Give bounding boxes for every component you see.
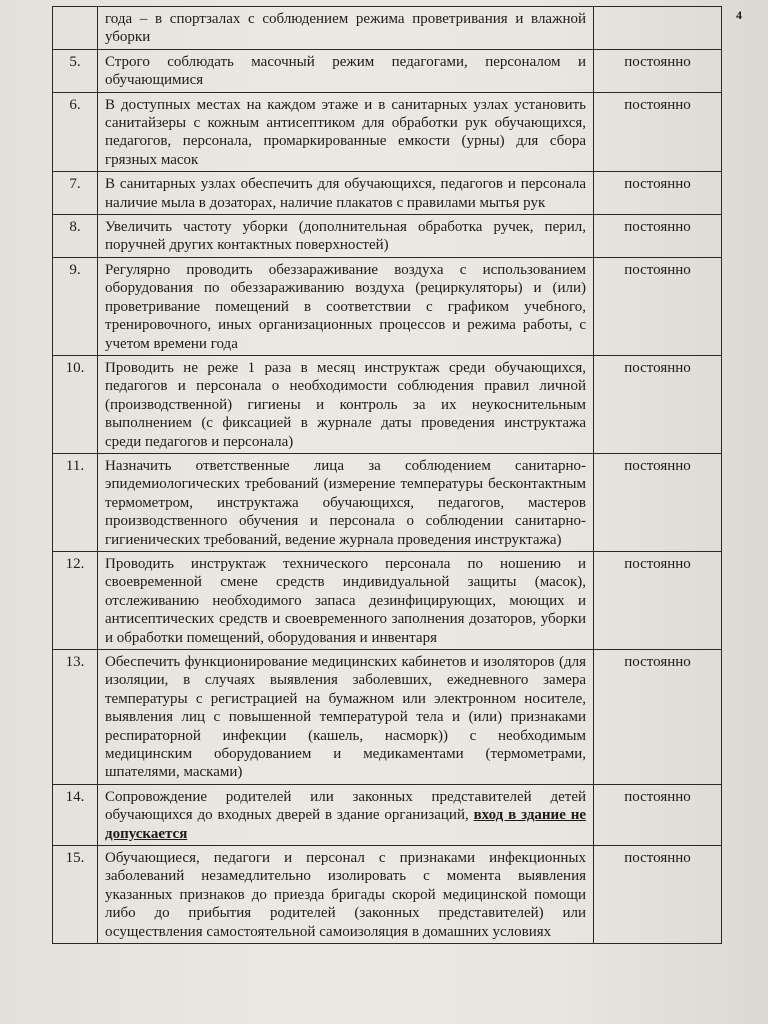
measures-table (52, 6, 722, 944)
row-number: 15. (53, 846, 98, 944)
row-number: 8. (53, 215, 98, 258)
table-row (53, 92, 722, 172)
row-term: постоянно (594, 846, 722, 944)
table-row (53, 257, 722, 355)
row-term: постоянно (594, 650, 722, 785)
table-row (53, 355, 722, 453)
row-text: Назначить ответственные лица за соблюдением санитарно-эпидемиологических требований (измерение температуры бесконтактным термометром, инструктажа обучающихся, педагогов, мастеров производственного обучения и персонала о соблюдении санитарно-гигиенических требований, ведение журнала проведения инструктажа) (98, 453, 594, 551)
row-number: 7. (53, 172, 98, 215)
row-term: постоянно (594, 49, 722, 92)
row-number: 13. (53, 650, 98, 785)
row-term: постоянно (594, 551, 722, 649)
table-row (53, 453, 722, 551)
row-text-emphasis: вход в здание не допускается (105, 807, 587, 842)
row-number: 5. (53, 49, 98, 92)
row-text: Увеличить частоту уборки (дополнительная обработка ручек, перил, поручней других контактных поверхностей) (98, 215, 594, 258)
row-number: 10. (53, 355, 98, 453)
row-term: постоянно (594, 784, 722, 845)
table-row (53, 49, 722, 92)
row-text: В санитарных узлах обеспечить для обучающихся, педагогов и персонала наличие мыла в дозаторах, наличие плакатов с правилами мытья рук (98, 172, 594, 215)
row-text: года – в спортзалах с соблюдением режима проветривания и влажной уборки (98, 7, 594, 50)
row-number: 12. (53, 551, 98, 649)
table-row (53, 784, 722, 845)
row-text: Обучающиеся, педагоги и персонал с признаками инфекционных заболеваний незамедлительно изолировать с момента выявления указанных признаков до приезда бригады скорой медицинской помощи либо до прибытия родителей (законных представителей) или осуществления самостоятельной самоизоляция в домашних условиях (98, 846, 594, 944)
table-row (53, 650, 722, 785)
row-text: В доступных местах на каждом этаже и в санитарных узлах установить санитайзеры с кожным антисептиком для обработки рук обучающихся, педагогов, персонала, промаркированные емкости (урны) для сбора грязных масок (98, 92, 594, 172)
row-number: 6. (53, 92, 98, 172)
table-row (53, 846, 722, 944)
table-row (53, 215, 722, 258)
table-row (53, 551, 722, 649)
row-text: Строго соблюдать масочный режим педагогами, персоналом и обучающимися (98, 49, 594, 92)
table-row (53, 172, 722, 215)
row-term: постоянно (594, 453, 722, 551)
row-number: 14. (53, 784, 98, 845)
row-text: Проводить инструктаж технического персонала по ношению и своевременной смене средств индивидуальной защиты (масок), отслеживанию необходимого запаса дезинфицирующих, моющих и антисептических средств и своевременного заполнения дозаторов, уборки и обработки помещений, оборудования и инвентаря (98, 551, 594, 649)
row-term: постоянно (594, 172, 722, 215)
row-text (98, 784, 594, 845)
row-term: постоянно (594, 215, 722, 258)
row-term (594, 7, 722, 50)
row-term: постоянно (594, 355, 722, 453)
row-number: 11. (53, 453, 98, 551)
row-term: постоянно (594, 257, 722, 355)
row-term: постоянно (594, 92, 722, 172)
table-row (53, 7, 722, 50)
row-number: 9. (53, 257, 98, 355)
page-mark: 4 (736, 8, 742, 22)
row-number (53, 7, 98, 50)
row-text: Проводить не реже 1 раза в месяц инструктаж среди обучающихся, педагогов и персонала о необходимости соблюдения правил личной (производственной) гигиены и контроль за их неукоснительным выполнением (с фиксацией в журнале даты проведения инструктажа среди педагогов и персонала) (98, 355, 594, 453)
row-text: Обеспечить функционирование медицинских кабинетов и изоляторов (для изоляции, в случаях выявления заболевших, ежедневного замера температуры с регистрацией на бумажном или электронном носителе, выявления лиц с повышенной температурой тела и (или) признаками респираторной инфекции (кашель, насморк)) с необходимым медицинским оборудованием и медикаментами (термометрами, шпателями, масками) (98, 650, 594, 785)
row-text-plain: Сопровождение родителей или законных представителей детей обучающихся до входных дверей в здание организаций, (105, 788, 586, 824)
row-text: Регулярно проводить обеззараживание воздуха с использованием оборудования по обеззараживанию воздуха (рециркуляторы) и (или) проветривание помещений в соответствии с графиком учебного, тренировочного, иных организационных процессов и режима работы, с учетом времени года (98, 257, 594, 355)
